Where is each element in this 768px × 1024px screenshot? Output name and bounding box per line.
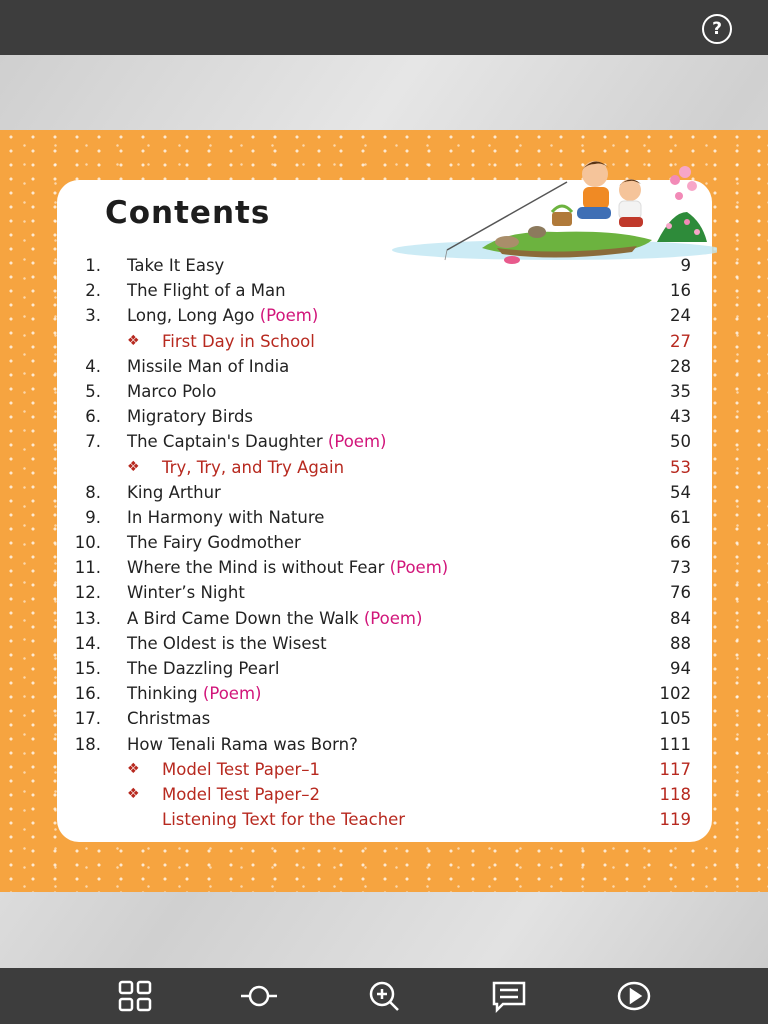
table-of-contents: [57, 253, 712, 832]
toc-title: [127, 530, 301, 555]
page-title: Contents: [105, 195, 271, 231]
toc-title: [127, 278, 286, 303]
toc-entry[interactable]: [57, 530, 712, 555]
toc-number: 12.: [74, 583, 101, 603]
toc-number: 13.: [74, 608, 101, 628]
toc-title: [127, 354, 289, 379]
toc-page-number: 35: [670, 381, 691, 401]
toc-page-number: 94: [670, 659, 691, 678]
toc-entry[interactable]: [57, 303, 712, 328]
toc-title-text: King Arthur: [127, 482, 221, 502]
toc-number: 1.: [85, 256, 101, 275]
grid-icon[interactable]: [116, 978, 156, 1014]
poem-tag: (Poem): [363, 608, 423, 628]
toc-page-number: 54: [670, 482, 691, 502]
toc-page-number: 66: [670, 533, 691, 553]
toc-title-text: First Day in School: [162, 331, 315, 351]
poem-tag: (Poem): [202, 684, 262, 704]
toc-page-number: 73: [670, 558, 691, 578]
toc-number: 10.: [74, 533, 101, 553]
toc-number: 7.: [85, 432, 101, 452]
toc-number: 18.: [74, 734, 101, 754]
toc-page-number: 61: [670, 507, 691, 527]
toc-title: [162, 455, 344, 480]
toc-entry[interactable]: [57, 656, 712, 681]
toc-entry[interactable]: [57, 480, 712, 505]
toc-number: 5.: [85, 381, 101, 401]
toc-page-number: 24: [670, 306, 691, 326]
toc-title-text: Long, Long Ago: [127, 306, 255, 326]
toc-title: [162, 782, 320, 807]
toc-title: [127, 429, 386, 454]
toc-page-number: 16: [670, 281, 691, 301]
toc-number: 16.: [74, 684, 101, 704]
toc-page-number: 88: [670, 633, 691, 653]
toc-number: 6.: [85, 407, 101, 427]
toc-page-number: 84: [670, 608, 691, 628]
toc-title-text: The Oldest is the Wisest: [127, 633, 327, 653]
toc-title: [127, 606, 422, 631]
toc-number: 14.: [74, 633, 101, 653]
toc-number: 4.: [85, 356, 101, 376]
toc-title-text: Winter’s Night: [127, 583, 245, 603]
toc-title: [127, 404, 253, 429]
poem-tag: (Poem): [327, 432, 387, 452]
toc-number: 11.: [74, 558, 101, 578]
toc-page-number: 119: [659, 810, 691, 830]
toc-title-text: Model Test Paper–1: [162, 759, 320, 779]
toc-page-number: 117: [659, 759, 691, 779]
toc-entry[interactable]: [57, 404, 712, 429]
toc-page-number: 102: [659, 684, 691, 704]
navigate-icon[interactable]: [239, 978, 279, 1014]
toc-number: 3.: [85, 306, 101, 326]
toc-entry[interactable]: [57, 732, 712, 757]
toc-title-text: Try, Try, and Try Again: [162, 457, 345, 477]
toc-title-text: Thinking: [127, 684, 198, 704]
toc-title-text: How Tenali Rama was Born?: [127, 734, 358, 754]
toc-entry[interactable]: [57, 606, 712, 631]
toc-page-number: 43: [670, 407, 691, 427]
toc-title: [162, 329, 315, 354]
toc-title: [127, 379, 216, 404]
bottom-toolbar: [0, 968, 768, 1024]
toc-title-text: In Harmony with Nature: [127, 507, 325, 527]
toc-page-number: 53: [670, 457, 691, 477]
toc-title: [127, 580, 245, 605]
toc-page-number: 111: [659, 734, 691, 754]
comment-icon[interactable]: [489, 978, 529, 1014]
toc-entry[interactable]: [57, 354, 712, 379]
toc-title-text: Christmas: [127, 709, 211, 729]
toc-title: [127, 656, 279, 681]
diamond-bullet-icon: ❖: [127, 332, 140, 349]
toc-entry[interactable]: [57, 631, 712, 656]
toc-title: [127, 555, 448, 580]
toc-title-text: Take It Easy: [127, 256, 225, 275]
toc-entry[interactable]: [57, 253, 712, 278]
toc-entry[interactable]: [57, 505, 712, 530]
toc-entry[interactable]: [57, 580, 712, 605]
poem-tag: (Poem): [389, 558, 449, 578]
toc-number: 2.: [85, 281, 101, 301]
toc-title-text: Migratory Birds: [127, 407, 254, 427]
toc-page-number: 105: [659, 709, 691, 729]
toc-entry[interactable]: [57, 555, 712, 580]
play-icon[interactable]: [614, 978, 654, 1014]
toc-number: 8.: [85, 482, 101, 502]
toc-title: [127, 681, 261, 706]
toc-entry[interactable]: [57, 706, 712, 731]
toc-entry[interactable]: [57, 278, 712, 303]
help-icon[interactable]: ?: [702, 14, 732, 44]
poem-tag: (Poem): [259, 306, 319, 326]
toc-entry[interactable]: [57, 681, 712, 706]
book-page: [0, 130, 768, 892]
toc-page-number: 27: [670, 331, 691, 351]
toc-subitem[interactable]: [57, 807, 712, 832]
toc-title-text: Where the Mind is without Fear: [127, 558, 385, 578]
toc-title-text: The Fairy Godmother: [127, 533, 301, 553]
toc-title: [127, 303, 318, 328]
toc-title-text: The Flight of a Man: [127, 281, 286, 301]
toc-number: 17.: [74, 709, 101, 729]
toc-subitem[interactable]: [57, 329, 712, 354]
contents-card: [57, 180, 712, 842]
toc-title: [162, 807, 405, 832]
toc-title-text: Model Test Paper–2: [162, 784, 320, 804]
toc-entry[interactable]: [57, 379, 712, 404]
diamond-bullet-icon: ❖: [127, 785, 140, 802]
toc-page-number: 28: [670, 356, 691, 376]
toc-number: 9.: [85, 507, 101, 527]
toc-title-text: The Dazzling Pearl: [127, 659, 280, 678]
toc-title: [127, 505, 324, 530]
toc-page-number: 118: [659, 784, 691, 804]
toc-subitem[interactable]: [57, 455, 712, 480]
toc-title-text: Marco Polo: [127, 381, 217, 401]
toc-title-text: Listening Text for the Teacher: [162, 810, 406, 830]
toc-title-text: A Bird Came Down the Walk: [127, 608, 359, 628]
toc-title: [127, 706, 210, 731]
toc-title: [127, 732, 358, 757]
toc-subitem[interactable]: [57, 782, 712, 807]
toc-entry[interactable]: [57, 429, 712, 454]
toc-title: [162, 757, 320, 782]
toc-title: [127, 631, 327, 656]
zoom-in-icon[interactable]: [364, 978, 404, 1014]
toc-title: [127, 253, 224, 278]
toc-page-number: 9: [680, 256, 691, 275]
toc-number: 15.: [74, 659, 101, 678]
toc-subitem[interactable]: [57, 757, 712, 782]
toc-page-number: 50: [670, 432, 691, 452]
diamond-bullet-icon: ❖: [127, 458, 140, 475]
toc-title-text: The Captain's Daughter: [127, 432, 323, 452]
top-toolbar: [0, 0, 768, 55]
toc-title: [127, 480, 221, 505]
diamond-bullet-icon: ❖: [127, 760, 140, 777]
toc-page-number: 76: [670, 583, 691, 603]
toc-title-text: Missile Man of India: [127, 356, 290, 376]
